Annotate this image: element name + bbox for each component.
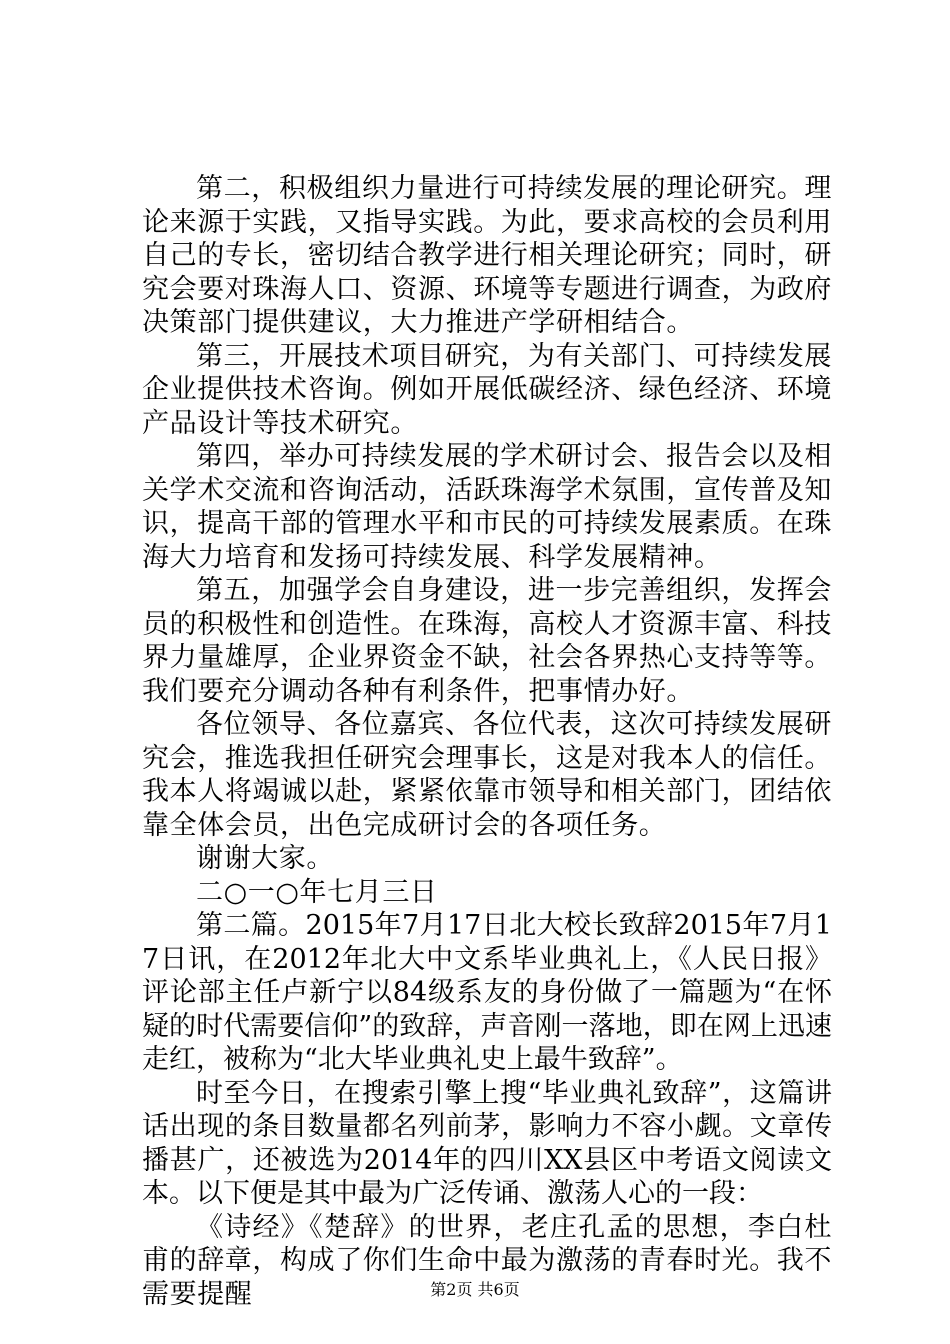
paragraph-quote-classics: 《诗经》《楚辞》的世界，老庄孔孟的思想，李白杜甫的辞章，构成了你们生命中最为激荡的青春时光。我不需要提醒 — [142, 1211, 832, 1310]
paragraph-date: 二○一○年七月三日 — [196, 876, 438, 908]
paragraph-tech-projects: 第三，开展技术项目研究，为有关部门、可持续发展企业提供技术咨询。例如开展低碳经济、绿色经济、环境产品设计等技术研究。 — [142, 340, 832, 439]
paragraph-search-engine: 时至今日，在搜索引擎上搜“毕业典礼致辞”，这篇讲话出现的条目数量都名列前茅，影响力不容小觑。文章传播甚广，还被选为2014年的四川XX县区中考语文阅读文本。以下便是其中最为广泛传诵、激荡人心的一段： — [142, 1077, 832, 1209]
document-body — [142, 172, 832, 1311]
paragraph-academic-events: 第四，举办可持续发展的学术研讨会、报告会以及相关学术交流和咨询活动，活跃珠海学术氛围，宣传普及知识，提高干部的管理水平和市民的可持续发展素质。在珠海大力培育和发扬可持续发展、科学发展精神。 — [142, 441, 832, 573]
page-footer: 第2页 共6页 — [430, 1280, 520, 1299]
paragraph-address-guests: 各位领导、各位嘉宾、各位代表，这次可持续发展研究会，推选我担任研究会理事长，这是对我本人的信任。我本人将竭诚以赴，紧紧依靠市领导和相关部门，团结依靠全体会员，出色完成研讨会的各项任务。 — [142, 709, 832, 841]
paragraph-research-theory: 第二，积极组织力量进行可持续发展的理论研究。理论来源于实践，又指导实践。为此，要求高校的会员利用自己的专长，密切结合教学进行相关理论研究；同时，研究会要对珠海人口、资源、环境等专题进行调查，为政府决策部门提供建议，大力推进产学研相结合。 — [142, 173, 832, 338]
paragraph-second-article: 第二篇。2015年7月17日北大校长致辞2015年7月17日讯，在2012年北大中文系毕业典礼上，《人民日报》评论部主任卢新宁以84级系友的身份做了一篇题为“在怀疑的时代需要信仰”的致辞，声音刚一落地，即在网上迅速走红，被称为“北大毕业典礼史上最牛致辞”。 — [142, 910, 832, 1075]
paragraph-self-construction: 第五，加强学会自身建设，进一步完善组织，发挥会员的积极性和创造性。在珠海，高校人才资源丰富、科技界力量雄厚，企业界资金不缺，社会各界热心支持等等。我们要充分调动各种有利条件，把事情办好。 — [142, 575, 832, 707]
paragraph-thanks: 谢谢大家。 — [196, 843, 334, 874]
